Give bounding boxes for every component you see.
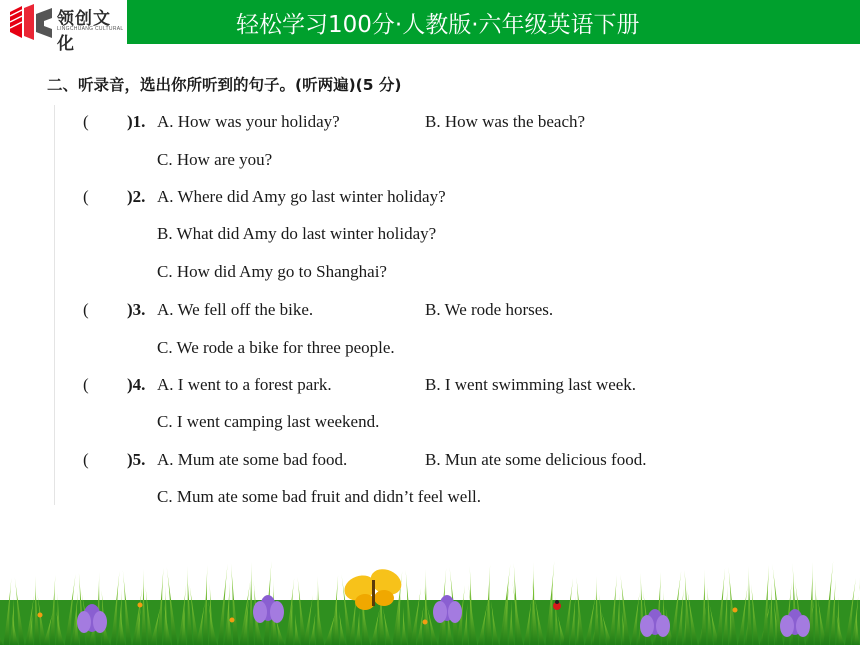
header-title: 轻松学习100分·人教版·六年级英语下册 <box>236 12 640 38</box>
answer-blank-open[interactable]: ( <box>83 375 89 394</box>
option-c: C. I went camping last weekend. <box>157 412 380 431</box>
option-a: A. Mum ate some bad food. <box>157 450 348 469</box>
option-a: A. I went to a forest park. <box>157 375 332 394</box>
option-b: B. What did Amy do last winter holiday? <box>157 224 437 243</box>
flower-icon <box>253 595 284 623</box>
answer-blank-open[interactable]: ( <box>83 450 89 469</box>
flower-icon <box>433 595 462 623</box>
grass-decoration <box>0 530 860 645</box>
option-b: B. We rode horses. <box>425 300 554 319</box>
answer-blank-open[interactable]: ( <box>83 112 89 131</box>
left-margin-line <box>54 105 55 505</box>
question-number: )4. <box>127 375 146 394</box>
question-number: )1. <box>127 112 146 131</box>
question-number: )3. <box>127 300 146 319</box>
option-c: C. We rode a bike for three people. <box>157 338 395 357</box>
logo-text-cn: 领创文化 <box>57 9 111 53</box>
option-a: A. Where did Amy go last winter holiday? <box>157 187 446 206</box>
option-b: B. I went swimming last week. <box>425 375 637 394</box>
header-bar <box>0 0 860 53</box>
section-heading: 二、听录音，选出你所听到的句子。(听两遍)(5 分) <box>47 76 402 94</box>
option-c: C. How did Amy go to Shanghai? <box>157 262 387 281</box>
logo <box>0 0 127 53</box>
logo-mark-icon <box>8 4 52 40</box>
option-b: B. How was the beach? <box>425 112 586 131</box>
answer-blank-open[interactable]: ( <box>83 187 89 206</box>
answer-blank-open[interactable]: ( <box>83 300 89 319</box>
question-number: )2. <box>127 187 146 206</box>
option-a: A. How was your holiday? <box>157 112 340 131</box>
option-b: B. Mun ate some delicious food. <box>425 450 647 469</box>
option-c: C. Mum ate some bad fruit and didn’t feel well. <box>157 487 482 506</box>
logo-text-en: LINGCHUANG CULTURAL <box>57 26 124 32</box>
question-number: )5. <box>127 450 146 469</box>
option-a: A. We fell off the bike. <box>157 300 314 319</box>
option-c: C. How are you? <box>157 150 273 169</box>
